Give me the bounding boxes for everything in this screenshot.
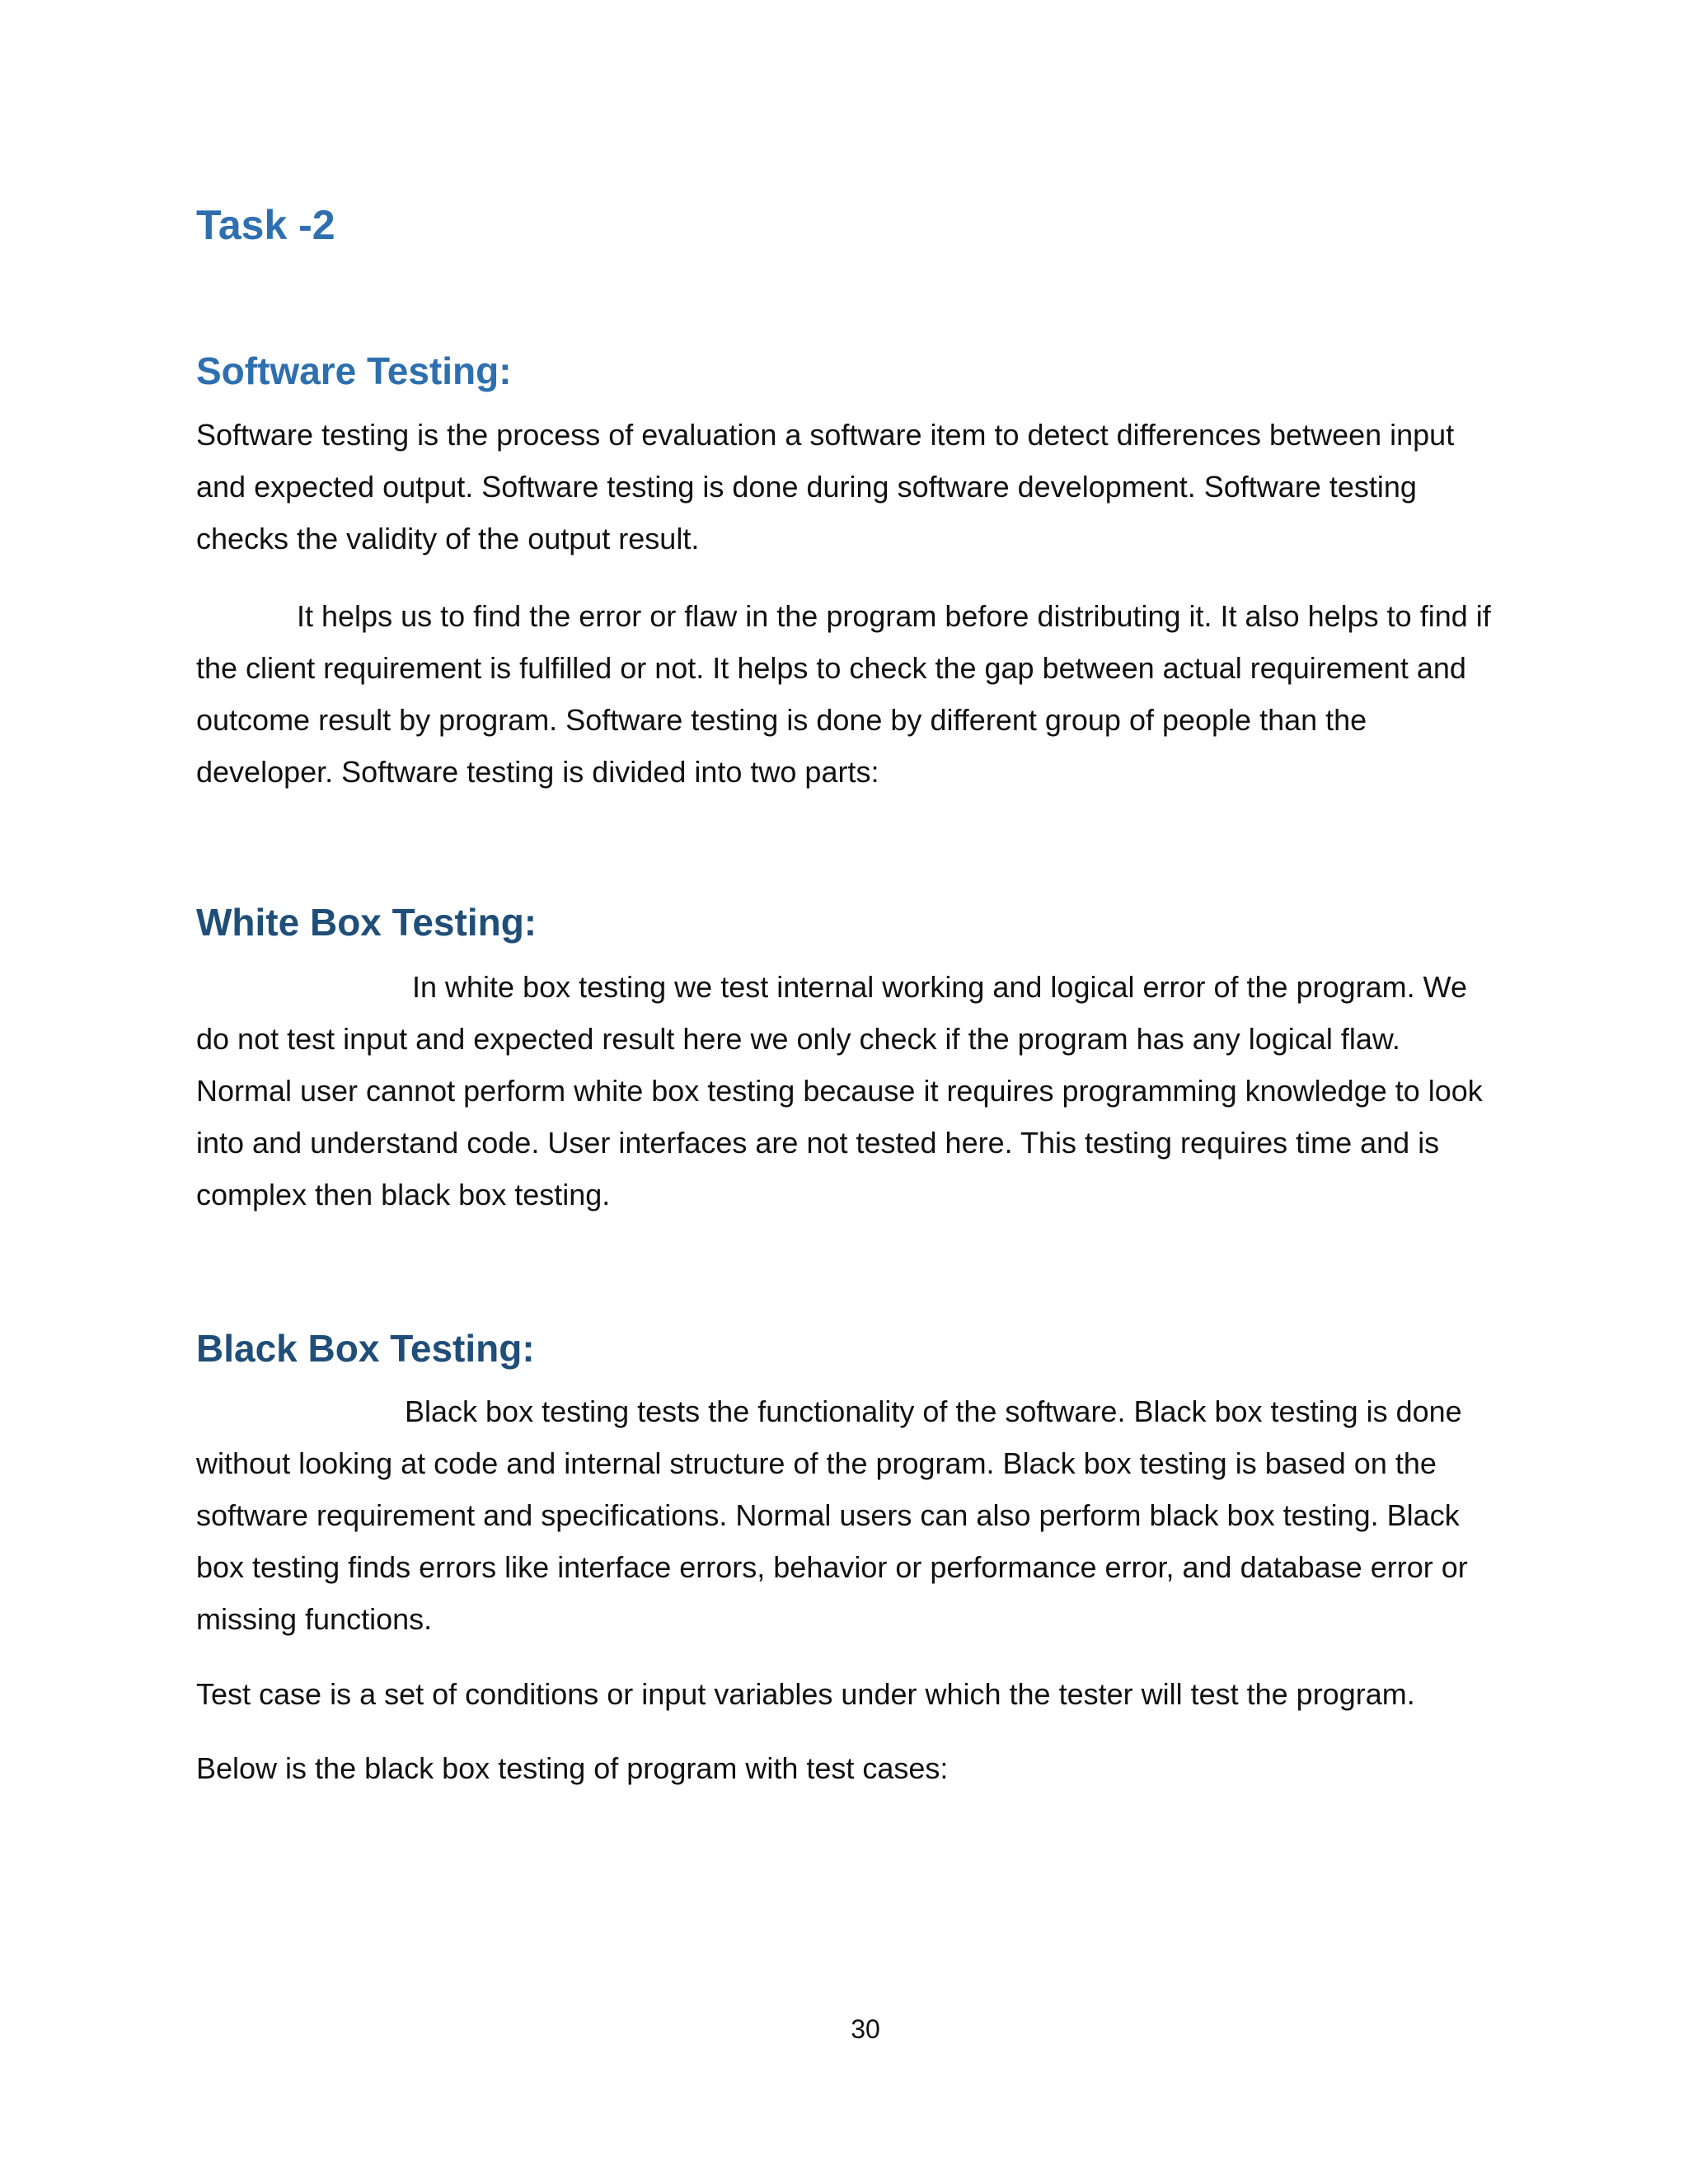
text-line: checks the validity of the output result. <box>196 522 700 555</box>
text-line: without looking at code and internal structure of the program. Black box testing is based on the <box>196 1446 1437 1480</box>
text-line: Test case is a set of conditions or input variables under which the tester will test the program. <box>196 1677 1415 1711</box>
text-line: missing functions. <box>196 1602 433 1636</box>
text-line: Software testing is the process of evaluation a software item to detect differences between input <box>196 418 1455 452</box>
text-line: developer. Software testing is divided into two parts: <box>196 755 879 789</box>
text-line: box testing finds errors like interface errors, behavior or performance error, and database error or <box>196 1550 1468 1584</box>
text-line: into and understand code. User interfaces are not tested here. This testing requires time and is <box>196 1126 1440 1160</box>
text-line: and expected output. Software testing is done during software development. Software testing <box>196 470 1417 504</box>
paragraph-black-box-testing <box>196 1385 1548 1645</box>
text-line: In white box testing we test internal working and logical error of the program. We <box>412 970 1467 1004</box>
page-number: 30 <box>851 2014 880 2044</box>
paragraph-software-testing-definition <box>196 409 1548 565</box>
paragraph-test-case-definition <box>196 1668 1548 1720</box>
text-line: outcome result by program. Software testing is done by different group of people than the <box>196 703 1367 737</box>
section-heading-white-box-testing: White Box Testing: <box>196 901 537 944</box>
paragraph-white-box-testing <box>196 961 1548 1221</box>
paragraph-test-cases-intro <box>196 1742 1548 1794</box>
text-line: Black box testing tests the functionality of the software. Black box testing is done <box>405 1394 1462 1428</box>
text-line: Below is the black box testing of program with test cases: <box>196 1751 949 1785</box>
text-line: the client requirement is fulfilled or not. It helps to check the gap between actual requirement and <box>196 651 1466 685</box>
text-line: do not test input and expected result here we only check if the program has any logical flaw. <box>196 1022 1400 1056</box>
section-heading-software-testing: Software Testing: <box>196 349 512 392</box>
section-heading-black-box-testing: Black Box Testing: <box>196 1327 535 1370</box>
text-line: Normal user cannot perform white box testing because it requires programming knowledge to look <box>196 1074 1483 1108</box>
text-line: complex then black box testing. <box>196 1178 611 1212</box>
page-title: Task -2 <box>196 202 335 248</box>
text-line: It helps us to find the error or flaw in the program before distributing it. It also helps to find if <box>297 599 1491 633</box>
text-line: software requirement and specifications. Normal users can also perform black box testing. Black <box>196 1498 1460 1532</box>
paragraph-software-testing-purpose <box>196 590 1548 798</box>
